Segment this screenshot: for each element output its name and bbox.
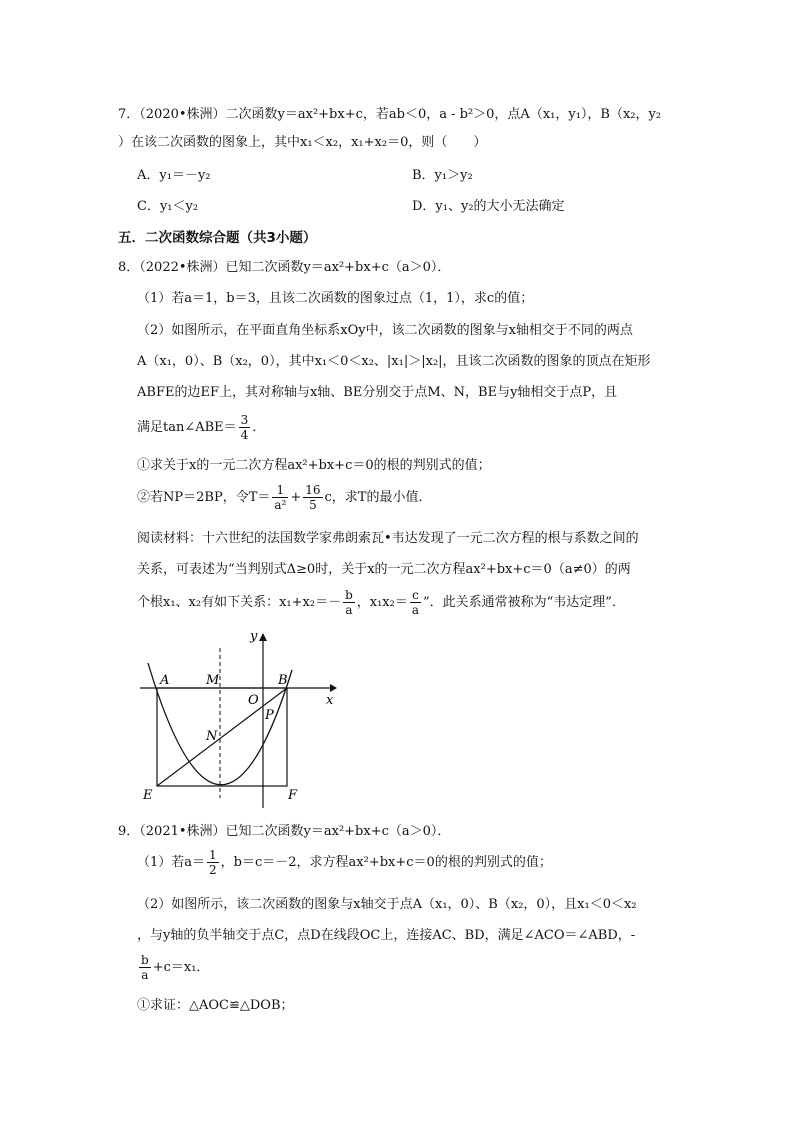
q9-part1-tail: ，b＝c＝－2，求方程ax²+bx+c＝0的根的判别式的值； bbox=[220, 855, 552, 870]
t1-denominator: a² bbox=[274, 498, 287, 512]
a-fraction bbox=[207, 848, 219, 877]
label-b: B bbox=[278, 673, 288, 688]
section-heading: 五．二次函数综合题（共3小题） bbox=[118, 230, 317, 246]
vieta-product-text: ，x₁x₂＝ bbox=[356, 595, 408, 610]
q8-part-2-line-4 bbox=[137, 411, 265, 445]
q8-sub-question-2 bbox=[137, 480, 431, 516]
vb-numerator: b bbox=[345, 588, 353, 602]
q8-sub2-tail: c，求T的最小值． bbox=[324, 490, 432, 505]
vieta-tail: ”．此关系通常被称为“韦达定理”． bbox=[423, 595, 625, 610]
q8-tan-text: 满足tan∠ABE＝ bbox=[137, 420, 237, 435]
plus-sign: + bbox=[290, 490, 302, 505]
q8-sub2-text: ②若NP＝2BP，令T＝ bbox=[137, 490, 271, 505]
q9-sub-question-1: ①求证：△AOC≌△DOB； bbox=[137, 998, 294, 1013]
vc-numerator: c bbox=[410, 588, 421, 603]
vb-denominator: a bbox=[345, 603, 353, 617]
ba-denominator: a bbox=[141, 968, 149, 982]
label-p: P bbox=[265, 708, 274, 723]
t2-denominator: 5 bbox=[309, 498, 317, 512]
tan-numerator: 3 bbox=[240, 413, 249, 427]
t-fraction-1 bbox=[272, 483, 288, 512]
q9-part-1 bbox=[137, 845, 552, 881]
q8-tan-tail: ． bbox=[252, 420, 266, 435]
t2-numerator: 16 bbox=[305, 483, 321, 497]
ba-fraction bbox=[139, 953, 151, 982]
reading-line-2: 关系，可表述为“当判别式Δ≥0时，关于x的一元二次方程ax²+bx+c＝0（a≠0）的两 bbox=[137, 562, 631, 577]
reading-line-1: 阅读材料：十六世纪的法国数学家弗朗索瓦•韦达发现了一元二次方程的根与系数之间的 bbox=[137, 531, 639, 546]
vieta-product-fraction bbox=[410, 588, 421, 617]
q8-line-1: 8．（2022•株洲）已知二次函数y＝ax²+bx+c（a＞0）． bbox=[118, 260, 451, 275]
x-axis-arrow bbox=[330, 684, 337, 692]
q7-option-b: B．y₁＞y₂ bbox=[412, 168, 473, 183]
q9-line-1: 9．（2021•株洲）已知二次函数y＝ax²+bx+c（a＞0）． bbox=[118, 824, 451, 839]
q9-part2-tail: +c＝x₁． bbox=[152, 960, 210, 975]
vieta-sum-text: 个根x₁、x₂有如下关系：x₁+x₂＝－ bbox=[137, 595, 342, 610]
q9-part-2-line-3 bbox=[137, 950, 209, 986]
q8-part-2-line-1: （2）如图所示，在平面直角坐标系xOy中，该二次函数的图象与x轴相交于不同的两点 bbox=[137, 323, 633, 338]
t-fraction-2 bbox=[303, 483, 322, 512]
a-denominator: 2 bbox=[209, 863, 217, 877]
tan-fraction bbox=[239, 413, 251, 442]
label-n: N bbox=[206, 729, 218, 744]
label-a: A bbox=[160, 673, 170, 688]
q9-part1-text: （1）若a＝ bbox=[137, 855, 206, 870]
y-axis-arrow bbox=[259, 633, 267, 641]
q7-line-2: ）在该二次函数的图象上，其中x₁＜x₂，x₁+x₂＝0，则（ ） bbox=[118, 135, 487, 150]
vieta-sum-fraction bbox=[343, 588, 355, 617]
q8-part-1: （1）若a＝1，b＝3，且该二次函数的图象过点（1，1），求c的值； bbox=[137, 291, 534, 306]
q8-sub-question-1: ①求关于x的一元二次方程ax²+bx+c＝0的根的判别式的值； bbox=[137, 458, 491, 473]
q7-option-d: D．y₁、y₂的大小无法确定 bbox=[412, 199, 565, 214]
a-numerator: 1 bbox=[209, 848, 217, 862]
ba-numerator: b bbox=[141, 953, 149, 967]
label-y: y bbox=[250, 629, 258, 644]
q7-option-a: A．y₁＝－y₂ bbox=[137, 168, 211, 183]
parabola-figure bbox=[130, 628, 350, 813]
t1-numerator: 1 bbox=[272, 483, 288, 498]
q7-option-c: C．y₁＜y₂ bbox=[137, 199, 199, 214]
q8-part-2-line-3: ABFE的边EF上，其对称轴与x轴、BE分别交于点M、N，BE与y轴相交于点P，且 bbox=[137, 385, 618, 400]
q9-part-2-line-1: （2）如图所示，该二次函数的图象与x轴交于点A（x₁，0）、B（x₂，0），且x₁＜0＜x₂ bbox=[137, 897, 637, 912]
reading-line-3 bbox=[137, 585, 625, 621]
label-x: x bbox=[326, 693, 334, 708]
q8-part-2-line-2: A（x₁，0）、B（x₂，0），其中x₁＜0＜x₂、|x₁|＞|x₂|，且该二次函数的图象的顶点在矩形 bbox=[137, 354, 651, 369]
label-m: M bbox=[206, 673, 220, 688]
label-f: F bbox=[288, 788, 298, 803]
vc-denominator: a bbox=[411, 603, 420, 617]
q7-line-1: 7．（2020•株洲）二次函数y＝ax²+bx+c，若ab＜0，a - b²＞0，点A（x₁，y₁），B（x₂，y₂ bbox=[118, 107, 662, 122]
parabola-curve bbox=[148, 663, 292, 785]
label-o: O bbox=[248, 693, 259, 708]
label-e: E bbox=[143, 788, 153, 803]
tan-denominator: 4 bbox=[240, 428, 249, 442]
q9-part-2-line-2: ，与y轴的负半轴交于点C，点D在线段OC上，连接AC、BD，满足∠ACO＝∠ABD，- bbox=[137, 928, 636, 943]
